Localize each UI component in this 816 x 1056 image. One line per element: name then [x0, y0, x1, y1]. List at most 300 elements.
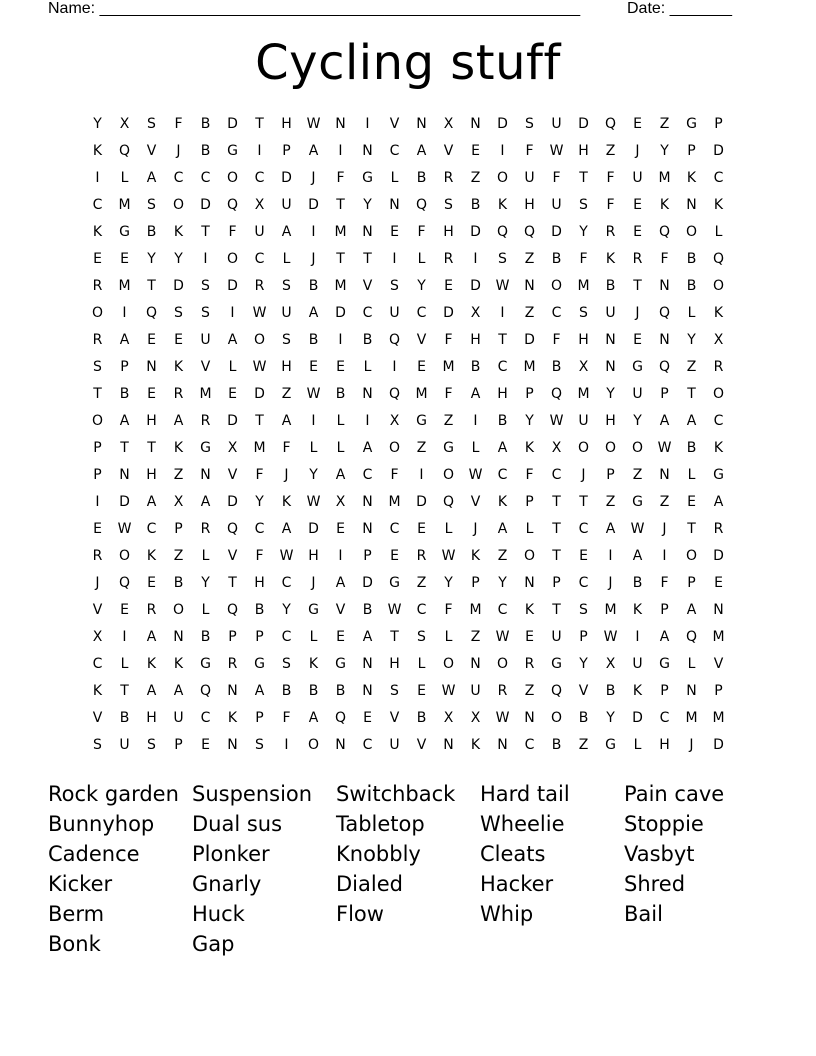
- grid-letter: B: [200, 143, 211, 159]
- grid-letter: N: [443, 737, 454, 753]
- word-list-item: Hacker: [480, 872, 554, 896]
- grid-letter: M: [658, 170, 671, 186]
- grid-letter: R: [416, 548, 427, 564]
- grid-letter: O: [577, 440, 590, 456]
- grid-letter: X: [443, 116, 454, 132]
- grid-letter: C: [416, 602, 427, 618]
- grid-letter: N: [362, 224, 373, 240]
- grid-letter: D: [119, 494, 130, 510]
- grid-letter: I: [122, 305, 127, 321]
- grid-letter: R: [497, 683, 508, 699]
- grid-letter: Q: [388, 386, 401, 402]
- grid-letter: S: [93, 737, 102, 753]
- grid-letter: Z: [659, 494, 670, 510]
- grid-letter: F: [579, 251, 588, 267]
- grid-letter: M: [469, 602, 482, 618]
- grid-letter: M: [118, 197, 131, 213]
- grid-letter: G: [605, 737, 616, 753]
- grid-letter: N: [362, 386, 373, 402]
- grid-letter: B: [335, 386, 346, 402]
- grid-letter: W: [441, 548, 456, 564]
- grid-letter: B: [686, 278, 697, 294]
- grid-letter: W: [306, 494, 321, 510]
- grid-letter: F: [525, 467, 534, 483]
- grid-letter: A: [119, 413, 130, 429]
- grid-letter: V: [146, 143, 157, 159]
- grid-letter: L: [687, 305, 696, 321]
- grid-letter: T: [552, 602, 561, 618]
- grid-letter: F: [660, 575, 669, 591]
- grid-letter: E: [417, 683, 426, 699]
- grid-row: [84, 273, 732, 300]
- grid-letter: L: [228, 359, 237, 375]
- grid-letter: H: [146, 467, 157, 483]
- grid-letter: S: [282, 332, 291, 348]
- grid-row: [84, 462, 732, 489]
- grid-letter: A: [308, 305, 319, 321]
- header-line: [48, 0, 768, 20]
- grid-letter: C: [497, 467, 508, 483]
- grid-letter: Z: [470, 170, 481, 186]
- grid-letter: B: [686, 251, 697, 267]
- word-list-item: Gap: [192, 932, 235, 956]
- grid-letter: Y: [201, 575, 210, 591]
- grid-letter: N: [659, 467, 670, 483]
- grid-letter: D: [200, 197, 211, 213]
- grid-letter: R: [200, 413, 211, 429]
- grid-letter: C: [200, 710, 211, 726]
- grid-letter: V: [416, 737, 427, 753]
- grid-letter: U: [578, 413, 589, 429]
- grid-letter: G: [416, 413, 427, 429]
- grid-letter: M: [415, 386, 428, 402]
- grid-letter: W: [630, 521, 645, 537]
- grid-letter: W: [495, 710, 510, 726]
- grid-letter: M: [523, 359, 536, 375]
- grid-letter: H: [146, 710, 157, 726]
- grid-letter: M: [118, 278, 131, 294]
- grid-letter: B: [173, 575, 184, 591]
- grid-row: [84, 597, 732, 624]
- grid-letter: U: [389, 305, 400, 321]
- grid-letter: E: [336, 521, 345, 537]
- grid-letter: Q: [118, 575, 131, 591]
- grid-letter: G: [308, 602, 319, 618]
- grid-letter: B: [632, 575, 643, 591]
- grid-letter: L: [363, 359, 372, 375]
- grid-letter: Y: [660, 143, 669, 159]
- grid-letter: X: [335, 494, 346, 510]
- grid-letter: O: [388, 440, 401, 456]
- grid-letter: I: [365, 116, 370, 132]
- grid-letter: A: [146, 629, 157, 645]
- grid-letter: O: [685, 548, 698, 564]
- date-field-label[interactable]: Date: _______: [627, 0, 732, 17]
- grid-letter: R: [443, 170, 454, 186]
- grid-letter: F: [174, 116, 183, 132]
- grid-letter: Q: [415, 197, 428, 213]
- word-list-item: Cleats: [480, 842, 546, 866]
- word-list-item: Whip: [480, 902, 534, 926]
- word-list-item: Dual sus: [192, 812, 283, 836]
- grid-letter: V: [713, 656, 724, 672]
- grid-letter: D: [578, 116, 589, 132]
- grid-letter: I: [95, 494, 100, 510]
- grid-letter: K: [605, 251, 616, 267]
- grid-letter: A: [470, 386, 481, 402]
- grid-letter: C: [497, 359, 508, 375]
- grid-letter: M: [685, 710, 698, 726]
- grid-letter: L: [525, 521, 534, 537]
- grid-letter: I: [500, 143, 505, 159]
- grid-letter: I: [338, 548, 343, 564]
- grid-letter: C: [551, 305, 562, 321]
- grid-letter: L: [336, 440, 345, 456]
- word-list-item: Knobbly: [336, 842, 421, 866]
- grid-letter: V: [443, 143, 454, 159]
- grid-letter: Q: [118, 143, 131, 159]
- word-list-item: Pain cave: [624, 782, 725, 806]
- grid-row: [84, 651, 732, 678]
- grid-letter: L: [417, 251, 426, 267]
- grid-letter: C: [146, 521, 157, 537]
- grid-letter: R: [173, 386, 184, 402]
- grid-letter: W: [252, 305, 267, 321]
- grid-letter: F: [525, 143, 534, 159]
- grid-letter: O: [226, 170, 239, 186]
- grid-letter: V: [362, 278, 373, 294]
- grid-letter: G: [200, 440, 211, 456]
- grid-row: [84, 246, 732, 273]
- grid-letter: I: [311, 224, 316, 240]
- grid-letter: T: [552, 494, 561, 510]
- grid-letter: X: [713, 332, 724, 348]
- grid-letter: E: [147, 575, 156, 591]
- grid-letter: I: [500, 305, 505, 321]
- grid-letter: W: [441, 683, 456, 699]
- grid-letter: X: [254, 197, 265, 213]
- grid-letter: I: [95, 170, 100, 186]
- grid-letter: L: [687, 656, 696, 672]
- grid-letter: C: [362, 467, 373, 483]
- grid-letter: Q: [712, 251, 725, 267]
- word-list-item: Cadence: [48, 842, 140, 866]
- grid-letter: B: [551, 359, 562, 375]
- grid-letter: K: [686, 170, 697, 186]
- grid-letter: P: [525, 494, 534, 510]
- grid-letter: A: [281, 224, 292, 240]
- grid-letter: S: [282, 278, 291, 294]
- grid-letter: G: [551, 656, 562, 672]
- grid-letter: K: [632, 683, 643, 699]
- grid-letter: V: [200, 359, 211, 375]
- grid-letter: H: [605, 413, 616, 429]
- grid-letter: S: [525, 116, 534, 132]
- grid-letter: A: [146, 170, 157, 186]
- grid-row: [84, 678, 732, 705]
- grid-letter: D: [281, 170, 292, 186]
- grid-letter: G: [362, 170, 373, 186]
- grid-letter: P: [579, 629, 588, 645]
- grid-letter: E: [336, 629, 345, 645]
- grid-letter: F: [444, 332, 453, 348]
- grid-letter: C: [173, 170, 184, 186]
- grid-letter: T: [633, 278, 642, 294]
- grid-letter: V: [92, 710, 103, 726]
- grid-letter: A: [632, 548, 643, 564]
- grid-letter: F: [255, 548, 264, 564]
- grid-letter: U: [200, 332, 211, 348]
- grid-letter: D: [173, 278, 184, 294]
- grid-letter: S: [390, 683, 399, 699]
- grid-row: [84, 732, 732, 759]
- grid-letter: P: [471, 575, 480, 591]
- grid-letter: S: [255, 737, 264, 753]
- grid-letter: T: [687, 521, 696, 537]
- grid-letter: D: [443, 305, 454, 321]
- word-list-item: Vasbyt: [624, 842, 695, 866]
- grid-letter: H: [308, 548, 319, 564]
- grid-letter: G: [686, 116, 697, 132]
- grid-letter: N: [335, 116, 346, 132]
- grid-letter: N: [362, 683, 373, 699]
- grid-letter: T: [579, 494, 588, 510]
- grid-letter: J: [95, 575, 100, 591]
- grid-letter: P: [660, 386, 669, 402]
- grid-letter: N: [524, 575, 535, 591]
- grid-letter: K: [146, 548, 157, 564]
- grid-letter: K: [524, 440, 535, 456]
- grid-letter: Q: [442, 494, 455, 510]
- grid-letter: C: [578, 521, 589, 537]
- grid-letter: O: [496, 170, 509, 186]
- grid-letter: F: [228, 224, 237, 240]
- grid-letter: Y: [606, 710, 615, 726]
- grid-letter: L: [471, 440, 480, 456]
- grid-letter: A: [497, 521, 508, 537]
- grid-letter: M: [388, 494, 401, 510]
- grid-letter: S: [444, 197, 453, 213]
- grid-letter: A: [119, 332, 130, 348]
- grid-letter: J: [176, 143, 181, 159]
- grid-letter: H: [281, 116, 292, 132]
- grid-letter: P: [660, 683, 669, 699]
- grid-letter: E: [228, 386, 237, 402]
- grid-letter: R: [713, 521, 724, 537]
- grid-letter: E: [120, 602, 129, 618]
- grid-letter: P: [525, 386, 534, 402]
- grid-letter: M: [604, 602, 617, 618]
- grid-letter: Y: [579, 224, 588, 240]
- grid-letter: Y: [363, 197, 372, 213]
- grid-letter: B: [470, 359, 481, 375]
- grid-letter: Y: [687, 332, 696, 348]
- grid-letter: B: [335, 683, 346, 699]
- grid-letter: E: [633, 332, 642, 348]
- grid-letter: P: [660, 602, 669, 618]
- word-list: [48, 779, 768, 959]
- grid-letter: S: [579, 197, 588, 213]
- grid-letter: N: [227, 683, 238, 699]
- grid-letter: S: [579, 305, 588, 321]
- grid-letter: F: [390, 467, 399, 483]
- grid-letter: W: [117, 521, 132, 537]
- grid-letter: C: [659, 710, 670, 726]
- grid-letter: B: [605, 683, 616, 699]
- grid-letter: D: [308, 197, 319, 213]
- grid-letter: O: [172, 602, 185, 618]
- grid-letter: G: [443, 440, 454, 456]
- grid-letter: E: [687, 494, 696, 510]
- grid-letter: Z: [659, 116, 670, 132]
- grid-letter: J: [311, 251, 316, 267]
- grid-letter: L: [444, 521, 453, 537]
- grid-letter: D: [308, 521, 319, 537]
- grid-letter: C: [281, 629, 292, 645]
- grid-letter: G: [389, 575, 400, 591]
- grid-letter: U: [281, 197, 292, 213]
- grid-letter: A: [173, 683, 184, 699]
- grid-letter: C: [524, 737, 535, 753]
- grid-letter: E: [174, 332, 183, 348]
- grid-letter: N: [713, 602, 724, 618]
- grid-letter: J: [635, 305, 640, 321]
- grid-letter: Q: [226, 602, 239, 618]
- grid-letter: J: [311, 575, 316, 591]
- word-list-item: Berm: [48, 902, 105, 926]
- grid-row: [84, 192, 732, 219]
- grid-letter: R: [443, 251, 454, 267]
- grid-letter: G: [254, 656, 265, 672]
- grid-letter: G: [119, 224, 130, 240]
- grid-letter: R: [254, 278, 265, 294]
- grid-letter: D: [713, 143, 724, 159]
- grid-letter: L: [309, 440, 318, 456]
- grid-letter: L: [417, 656, 426, 672]
- grid-letter: U: [551, 116, 562, 132]
- grid-letter: N: [659, 278, 670, 294]
- grid-letter: P: [174, 737, 183, 753]
- grid-letter: S: [174, 305, 183, 321]
- word-list-item: Gnarly: [192, 872, 262, 896]
- grid-letter: F: [444, 386, 453, 402]
- grid-letter: B: [119, 710, 130, 726]
- grid-letter: K: [92, 683, 103, 699]
- grid-letter: N: [605, 359, 616, 375]
- word-list-item: Huck: [192, 902, 245, 926]
- grid-letter: D: [470, 224, 481, 240]
- grid-letter: F: [606, 170, 615, 186]
- grid-letter: S: [147, 737, 156, 753]
- grid-letter: N: [362, 656, 373, 672]
- grid-letter: R: [200, 521, 211, 537]
- grid-letter: T: [255, 413, 264, 429]
- grid-letter: P: [687, 575, 696, 591]
- grid-letter: W: [495, 629, 510, 645]
- grid-letter: S: [147, 116, 156, 132]
- grid-letter: Z: [632, 467, 643, 483]
- grid-letter: A: [362, 629, 373, 645]
- grid-letter: E: [579, 548, 588, 564]
- grid-letter: N: [227, 737, 238, 753]
- grid-row: [84, 543, 732, 570]
- grid-letter: I: [122, 629, 127, 645]
- name-field-label[interactable]: Name: ______________________________________________________: [48, 0, 581, 17]
- grid-letter: C: [254, 251, 265, 267]
- grid-letter: A: [308, 710, 319, 726]
- grid-letter: Y: [417, 278, 426, 294]
- grid-letter: Z: [416, 440, 427, 456]
- grid-letter: D: [524, 332, 535, 348]
- grid-letter: Y: [93, 116, 102, 132]
- grid-letter: O: [712, 278, 725, 294]
- grid-letter: Z: [173, 467, 184, 483]
- grid-letter: E: [417, 521, 426, 537]
- grid-letter: T: [93, 386, 102, 402]
- grid-letter: J: [473, 521, 478, 537]
- grid-letter: Q: [226, 521, 239, 537]
- grid-letter: J: [311, 170, 316, 186]
- grid-letter: T: [147, 278, 156, 294]
- grid-letter: V: [92, 602, 103, 618]
- grid-letter: K: [92, 224, 103, 240]
- grid-letter: U: [470, 683, 481, 699]
- grid-letter: H: [443, 224, 454, 240]
- grid-letter: L: [714, 224, 723, 240]
- grid-letter: G: [632, 494, 643, 510]
- grid-letter: B: [605, 278, 616, 294]
- grid-letter: Z: [497, 548, 508, 564]
- grid-letter: N: [362, 521, 373, 537]
- grid-letter: O: [442, 656, 455, 672]
- grid-row: [84, 327, 732, 354]
- grid-letter: C: [362, 737, 373, 753]
- grid-letter: W: [495, 278, 510, 294]
- grid-letter: A: [146, 494, 157, 510]
- grid-letter: J: [608, 575, 613, 591]
- grid-letter: E: [93, 521, 102, 537]
- grid-letter: A: [173, 413, 184, 429]
- grid-letter: C: [578, 575, 589, 591]
- grid-letter: E: [471, 143, 480, 159]
- grid-letter: N: [524, 710, 535, 726]
- grid-letter: P: [606, 467, 615, 483]
- grid-letter: G: [659, 656, 670, 672]
- grid-letter: N: [389, 197, 400, 213]
- grid-letter: E: [390, 548, 399, 564]
- grid-letter: B: [362, 602, 373, 618]
- grid-letter: X: [173, 494, 184, 510]
- grid-letter: P: [282, 143, 291, 159]
- grid-letter: L: [336, 413, 345, 429]
- grid-letter: Z: [578, 737, 589, 753]
- grid-letter: N: [497, 737, 508, 753]
- grid-letter: Z: [281, 386, 292, 402]
- grid-letter: B: [308, 683, 319, 699]
- grid-row: [84, 516, 732, 543]
- grid-letter: E: [444, 278, 453, 294]
- grid-letter: H: [281, 359, 292, 375]
- grid-letter: B: [146, 224, 157, 240]
- grid-letter: H: [497, 386, 508, 402]
- grid-letter: P: [228, 629, 237, 645]
- grid-letter: L: [120, 656, 129, 672]
- grid-letter: X: [119, 116, 130, 132]
- grid-letter: F: [552, 332, 561, 348]
- grid-letter: Z: [605, 143, 616, 159]
- grid-letter: K: [173, 440, 184, 456]
- grid-letter: R: [524, 656, 535, 672]
